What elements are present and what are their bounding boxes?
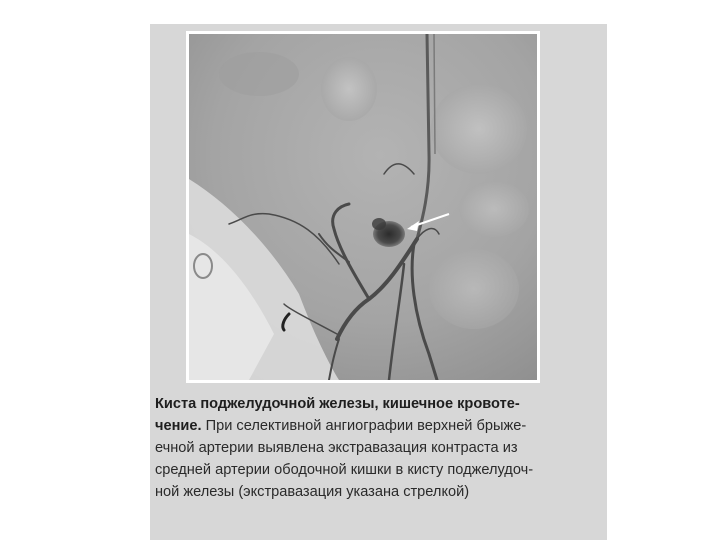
caption-title: чение. <box>155 418 202 434</box>
caption-text: ечной артерии выявлена экстравазация контраста из <box>155 440 518 456</box>
figure-caption <box>155 393 601 503</box>
caption-line <box>155 415 601 437</box>
caption-line <box>155 437 601 459</box>
caption-title: Киста поджелудочной железы, кишечное кровоте- <box>155 396 520 412</box>
angiogram-image <box>189 34 537 380</box>
image-frame <box>186 31 540 383</box>
caption-text: ной железы (экстравазация указана стрелкой) <box>155 484 470 500</box>
caption-text: При селективной ангиографии верхней брыже- <box>201 418 527 434</box>
figure-panel <box>150 24 607 540</box>
caption-line <box>155 393 601 415</box>
caption-line <box>155 481 601 503</box>
caption-text: средней артерии ободочной кишки в кисту поджелудоч- <box>155 462 534 478</box>
caption-line <box>155 459 601 481</box>
